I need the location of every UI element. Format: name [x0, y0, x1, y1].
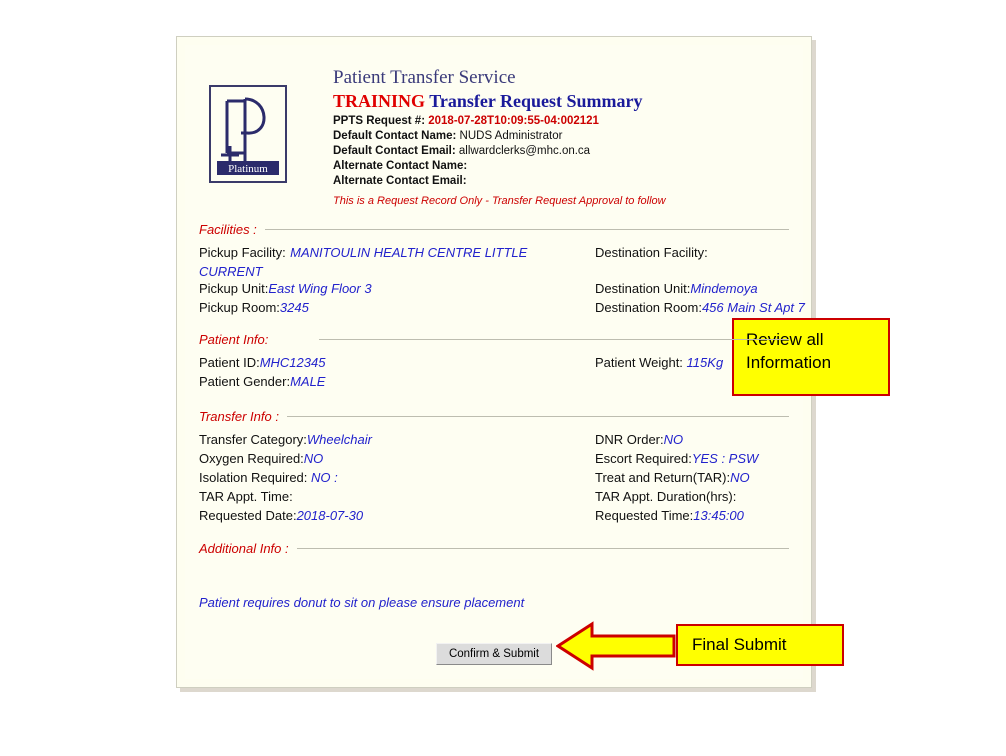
- destination-room-label: Destination Room:: [595, 300, 702, 315]
- additional-info-text-wrap: [199, 594, 789, 612]
- facility-row-2: [199, 279, 789, 298]
- default-contact-name-line: [333, 129, 803, 144]
- destination-room-field: [595, 298, 855, 317]
- transfer-row-3: [199, 468, 789, 487]
- patient-row-1: [199, 353, 789, 372]
- patient-gender-field: [199, 372, 559, 391]
- treat-and-return-value: NO: [730, 470, 750, 485]
- tar-appt-time-label: TAR Appt. Time:: [199, 489, 293, 504]
- tar-appt-duration-field: [595, 487, 855, 506]
- alternate-contact-email-label: Alternate Contact Email:: [333, 175, 467, 187]
- transfer-row-4: [199, 487, 789, 506]
- dnr-order-label: DNR Order:: [595, 432, 664, 447]
- patient-info-rule: [319, 339, 789, 340]
- form-inner-surface: [185, 45, 803, 679]
- pickup-room-value: 3245: [279, 300, 309, 315]
- form-subtitle: [333, 90, 803, 112]
- patient-info-section-head: [199, 331, 789, 347]
- additional-info-section-head: [199, 540, 789, 556]
- facilities-rule: [199, 229, 789, 230]
- training-badge: TRAINING: [333, 91, 426, 111]
- tar-appt-duration-label: TAR Appt. Duration(hrs):: [595, 489, 737, 504]
- destination-facility-field: [595, 243, 855, 262]
- header-text-block: [333, 67, 803, 209]
- pickup-facility-value: MANITOULIN HEALTH CENTRE LITTLE CURRENT: [199, 245, 528, 279]
- facility-row-3: [199, 298, 805, 317]
- treat-and-return-field: [595, 468, 855, 487]
- default-contact-email-line: [333, 144, 803, 159]
- patient-weight-value: 115Kg: [686, 355, 724, 370]
- destination-unit-label: Destination Unit:: [595, 281, 691, 296]
- pickup-unit-value: East Wing Floor 3: [268, 281, 372, 296]
- transfer-info-section: [199, 408, 789, 525]
- transfer-info-section-title: Transfer Info :: [199, 409, 287, 424]
- oxygen-required-field: [199, 449, 559, 468]
- dnr-order-value: NO: [663, 432, 684, 447]
- requested-time-value: 13:45:00: [693, 508, 744, 523]
- transfer-row-5: [199, 506, 789, 525]
- transfer-row-1: [199, 430, 789, 449]
- pickup-facility-field: [199, 243, 559, 281]
- isolation-required-value: NO :: [311, 470, 338, 485]
- alternate-contact-email-line: [333, 174, 803, 189]
- requested-time-field: [595, 506, 855, 525]
- patient-weight-label: Patient Weight:: [595, 355, 687, 370]
- destination-unit-value: Mindemoya: [690, 281, 758, 296]
- pickup-room-field: [199, 298, 559, 317]
- default-contact-email-label: Default Contact Email:: [333, 145, 456, 157]
- destination-facility-label: Destination Facility:: [595, 245, 708, 260]
- patient-row-2: [199, 372, 789, 391]
- facility-row-1: [199, 243, 789, 279]
- ppts-request-label: PPTS Request #:: [333, 115, 426, 127]
- patient-id-field: [199, 353, 559, 372]
- additional-info-text: Patient requires donut to sit on please ensure placement: [199, 595, 525, 610]
- facilities-section-head: [199, 221, 789, 237]
- dnr-order-field: [595, 430, 855, 449]
- destination-room-value: 456 Main St Apt 7: [701, 300, 805, 315]
- requested-date-value: 2018-07-30: [296, 508, 364, 523]
- default-contact-name-value: NUDS Administrator: [459, 130, 563, 142]
- additional-info-section-title: Additional Info :: [199, 541, 297, 556]
- patient-gender-value: MALE: [290, 374, 326, 389]
- patient-info-section: [199, 331, 789, 391]
- transfer-category-field: [199, 430, 559, 449]
- pickup-unit-field: [199, 279, 559, 298]
- escort-required-label: Escort Required:: [595, 451, 692, 466]
- oxygen-required-value: NO: [303, 451, 324, 466]
- pickup-facility-label: Pickup Facility:: [199, 245, 286, 260]
- ppts-request-value: 2018-07-28T10:09:55-04:002121: [428, 115, 599, 127]
- transfer-info-rule: [199, 416, 789, 417]
- service-title: Patient Transfer Service: [333, 67, 516, 88]
- patient-info-section-title: Patient Info:: [199, 332, 276, 347]
- patient-gender-label: Patient Gender:: [199, 374, 291, 389]
- tar-appt-time-field: [199, 487, 559, 506]
- destination-unit-field: [595, 279, 855, 298]
- default-contact-name-label: Default Contact Name:: [333, 130, 457, 142]
- arrow-pointing-to-submit: [556, 620, 676, 672]
- escort-required-field: [595, 449, 855, 468]
- oxygen-required-label: Oxygen Required:: [199, 451, 304, 466]
- platinum-logo: [209, 85, 287, 183]
- requested-date-label: Requested Date:: [199, 508, 297, 523]
- additional-info-section: [199, 540, 789, 612]
- confirm-and-submit-button[interactable]: Confirm & Submit: [436, 643, 552, 665]
- request-record-note: This is a Request Record Only - Transfer Request Approval to follow: [333, 195, 666, 207]
- ppts-request-line: [333, 114, 803, 129]
- isolation-required-label: Isolation Required:: [199, 470, 312, 485]
- escort-required-value: YES : PSW: [691, 451, 759, 466]
- pickup-room-label: Pickup Room:: [199, 300, 280, 315]
- treat-and-return-label: Treat and Return(TAR):: [595, 470, 731, 485]
- transfer-info-section-head: [199, 408, 789, 424]
- transfer-request-summary-panel: [176, 36, 812, 688]
- transfer-category-label: Transfer Category:: [199, 432, 307, 447]
- alternate-contact-name-line: [333, 159, 803, 174]
- alternate-contact-name-label: Alternate Contact Name:: [333, 160, 468, 172]
- callout-review-all-information: Review all Information: [732, 318, 890, 396]
- summary-label: Transfer Request Summary: [425, 91, 643, 111]
- patient-id-value: MHC12345: [259, 355, 326, 370]
- patient-id-label: Patient ID:: [199, 355, 260, 370]
- facilities-section-title: Facilities :: [199, 222, 265, 237]
- pickup-unit-label: Pickup Unit:: [199, 281, 269, 296]
- isolation-required-field: [199, 468, 559, 487]
- requested-date-field: [199, 506, 559, 525]
- facilities-section: [199, 221, 805, 317]
- callout-final-submit: Final Submit: [676, 624, 844, 666]
- requested-time-label: Requested Time:: [595, 508, 694, 523]
- transfer-row-2: [199, 449, 789, 468]
- svg-text:Platinum: Platinum: [228, 163, 268, 175]
- transfer-category-value: Wheelchair: [306, 432, 372, 447]
- default-contact-email-value: allwardclerks@mhc.on.ca: [458, 145, 591, 157]
